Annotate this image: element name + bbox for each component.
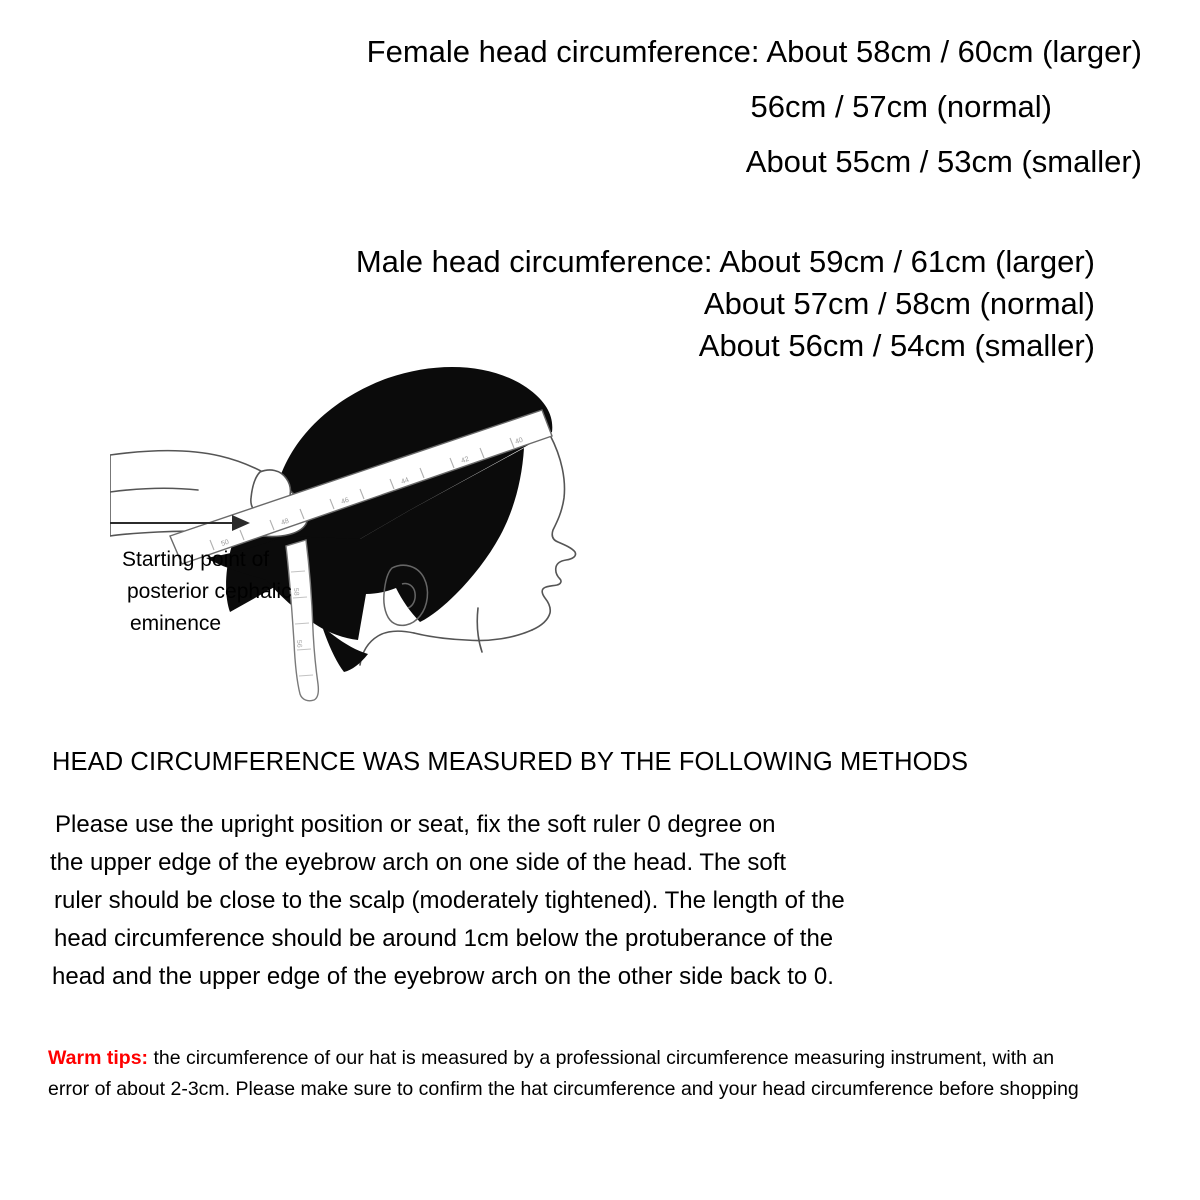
methods-line-3: ruler should be close to the scalp (moderately tightened). The length of the — [54, 887, 845, 914]
svg-text:48: 48 — [280, 517, 291, 527]
female-size-line-normal: 56cm / 57cm (normal) — [750, 89, 1052, 124]
male-size-line-smaller: About 56cm / 54cm (smaller) — [698, 328, 1095, 363]
warm-tips-label: Warm tips: — [48, 1047, 149, 1069]
warm-tips-block — [48, 1043, 1168, 1105]
starting-point-label-line-1: Starting point of — [122, 548, 270, 571]
female-size-block — [0, 36, 1142, 177]
methods-heading: HEAD CIRCUMFERENCE WAS MEASURED BY THE FOLLOWING METHODS — [52, 748, 969, 776]
methods-line-5: head and the upper edge of the eyebrow arch on the other side back to 0. — [52, 963, 834, 990]
male-size-line-normal: About 57cm / 58cm (normal) — [703, 286, 1095, 321]
svg-text:46: 46 — [340, 496, 351, 506]
starting-point-label-line-3: eminence — [130, 612, 222, 635]
head-measurement-diagram — [110, 340, 670, 720]
methods-line-1: Please use the upright position or seat, fix the soft ruler 0 degree on — [55, 811, 776, 838]
methods-line-4: head circumference should be around 1cm below the protuberance of the — [54, 925, 834, 952]
methods-line-2: the upper edge of the eyebrow arch on one side of the head. The soft — [50, 849, 787, 876]
svg-text:50: 50 — [220, 538, 231, 548]
warm-tips-line-1 — [48, 1043, 1168, 1074]
warm-tips-text-1: the circumference of our hat is measured by a professional circumference measuring instrument, with an — [148, 1047, 1055, 1069]
male-size-line-larger: Male head circumference: About 59cm / 61cm (larger) — [355, 244, 1095, 279]
svg-text:40: 40 — [514, 436, 525, 446]
svg-text:56: 56 — [295, 639, 303, 648]
female-size-line-smaller: About 55cm / 53cm (smaller) — [745, 144, 1142, 179]
svg-text:42: 42 — [460, 455, 471, 465]
warm-tips-line-2: error of about 2-3cm. Please make sure to confirm the hat circumference and your head circumference before shopping — [48, 1078, 1079, 1100]
starting-point-label — [122, 544, 292, 640]
svg-text:58: 58 — [292, 587, 300, 596]
methods-body — [50, 806, 845, 996]
female-size-line-larger: Female head circumference: About 58cm / 60cm (larger) — [366, 34, 1142, 69]
svg-text:44: 44 — [400, 476, 411, 486]
starting-point-label-line-2: posterior cephalic — [127, 580, 292, 603]
